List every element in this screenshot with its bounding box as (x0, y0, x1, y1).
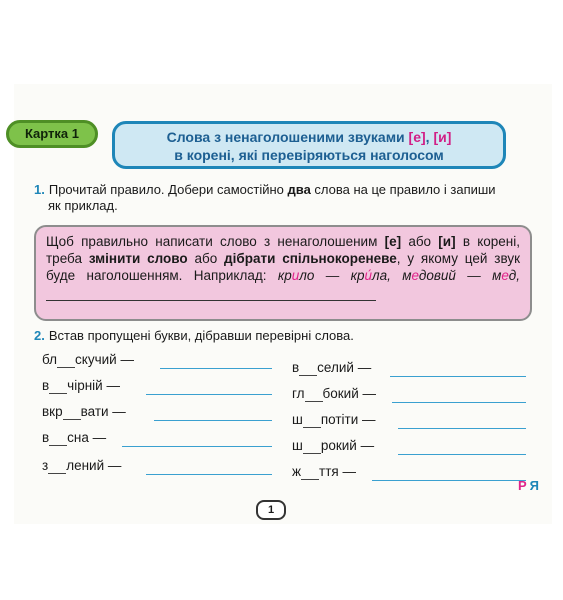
answer-line-left-1[interactable] (160, 368, 272, 369)
letter-gap[interactable] (301, 466, 319, 480)
word-left-5: з лений — (42, 458, 122, 473)
answer-line-left-2[interactable] (146, 394, 272, 395)
answer-line-right-5[interactable] (372, 480, 526, 481)
word-left-1: бл скучий — (42, 352, 134, 367)
page-number: 1 (256, 500, 286, 520)
task-2-number: 2. (34, 328, 45, 343)
letter-gap[interactable] (63, 406, 81, 420)
rule-text-3: в корені, треба (46, 234, 521, 266)
card-label: Картка 1 (24, 126, 80, 141)
answer-line-right-1[interactable] (390, 376, 526, 377)
task-1-bold: два (287, 182, 311, 197)
word-right-4: ш рокий — (292, 438, 375, 453)
letters-decoration-icon: Р Я (518, 478, 540, 493)
example-2: медовий — мед, (402, 268, 520, 283)
answer-line-right-3[interactable] (398, 428, 526, 429)
word-right-2: гл бокий — (292, 386, 376, 401)
rule-text-2: або (401, 234, 439, 249)
example-1: крило — кри́ла, (277, 268, 391, 283)
rule-sound-e: [е] (384, 234, 402, 249)
letter-gap[interactable] (303, 440, 321, 454)
letter-gap[interactable] (48, 460, 66, 474)
title-line2: в корені, які перевіряються наголосом (174, 147, 444, 163)
title-line1: Слова з ненаголошеними звуками (166, 129, 409, 145)
answer-line-right-4[interactable] (398, 454, 526, 455)
title-sound-e: [е] (408, 129, 426, 145)
answer-line-left-3[interactable] (154, 420, 272, 421)
rule-bold-1: змінити слово (88, 251, 188, 266)
rule-bold-2: дібрати спільнокореневе (224, 251, 397, 266)
title-sound-y: [и] (433, 129, 452, 145)
word-right-5: ж ття — (292, 464, 356, 479)
answer-line-left-5[interactable] (146, 474, 272, 475)
title-comma: , (425, 129, 434, 145)
letter-gap[interactable] (303, 414, 321, 428)
word-left-3: вкр вати — (42, 404, 126, 419)
rule-text-1: Щоб правильно написати слово з ненаголошеним (46, 234, 385, 249)
letter-gap[interactable] (305, 388, 323, 402)
word-left-2: в чірній — (42, 378, 120, 393)
word-left-4: в сна — (42, 430, 107, 445)
letter-gap[interactable] (299, 362, 317, 376)
answer-line-right-2[interactable] (392, 402, 526, 403)
letter-gap[interactable] (57, 354, 75, 368)
answer-line-left-4[interactable] (122, 446, 272, 447)
rule-text-5: , у якому цей звук буде наголошенням. Наприклад: (46, 251, 520, 283)
task-1-number: 1. (34, 182, 45, 197)
task-2-text: Встав пропущені букви, дібравши перевірні слова. (48, 328, 354, 343)
task-1-text-c: як приклад. (48, 198, 118, 213)
rule-sound-y: [и] (438, 234, 456, 249)
letter-gap[interactable] (49, 432, 67, 446)
task-1-text-b: слова на це правило і запиши (310, 182, 496, 197)
letter-gap[interactable] (49, 380, 67, 394)
word-right-3: ш потіти — (292, 412, 376, 427)
word-right-1: в селий — (292, 360, 372, 375)
rule-text-4: або (187, 251, 225, 266)
task-1-text-a: Прочитай правило. Добери самостійно (48, 182, 288, 197)
